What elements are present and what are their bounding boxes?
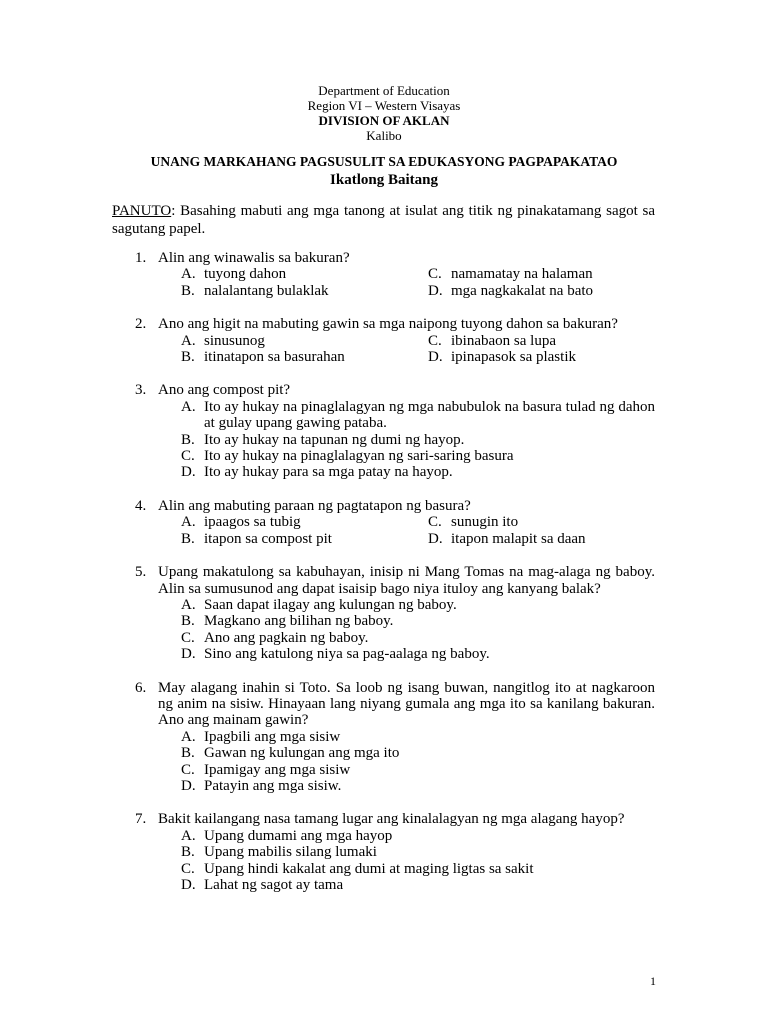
- option-letter: B.: [181, 282, 195, 299]
- exam-title: [0, 153, 768, 189]
- option-text: Ito ay hukay na pinaglalagyan ng sari-saring basura: [204, 448, 514, 465]
- question-text: Alin ang mabuting paraan ng pagtatapon ng basura?: [158, 497, 471, 514]
- answer-option: [181, 266, 428, 282]
- option-letter: D.: [181, 877, 196, 893]
- option-text: Ipamigay ang mga sisiw: [204, 761, 351, 778]
- answer-option: [181, 613, 655, 629]
- option-text: Ito ay hukay para sa mga patay na hayop.: [204, 464, 453, 481]
- instructions: [112, 202, 655, 238]
- option-text: ipinapasok sa plastik: [451, 349, 576, 366]
- answer-option: [181, 448, 655, 464]
- option-letter: B.: [181, 613, 195, 630]
- question-item: [135, 498, 655, 547]
- option-letter: D.: [428, 282, 443, 299]
- question-item: [135, 811, 655, 893]
- option-letter: D.: [428, 349, 443, 366]
- option-text: Upang mabilis silang lumaki: [204, 844, 377, 861]
- option-letter: C.: [181, 761, 195, 778]
- answer-option: [181, 464, 655, 480]
- question-number: 7.: [135, 811, 147, 828]
- question-item: [135, 680, 655, 795]
- option-text: Ipagbili ang mga sisiw: [204, 728, 341, 745]
- answer-option: [181, 778, 655, 794]
- answer-options: [181, 597, 655, 663]
- question-list: [135, 250, 655, 910]
- question-number: 4.: [135, 497, 147, 514]
- answer-options: [181, 828, 655, 894]
- option-text: Ano ang pagkain ng baboy.: [204, 629, 369, 646]
- option-letter: A.: [181, 827, 196, 844]
- option-text: Lahat ng sagot ay tama: [204, 877, 344, 893]
- department-name: Department of Education: [318, 83, 450, 98]
- option-letter: B.: [181, 431, 195, 448]
- question-text: May alagang inahin si Toto. Sa loob ng isang buwan, nangitlog ito at nagkaroon ng anim na sisiw. Hinayaan lang niyang gumala ang mga ito sa kanilang bakuran. Ano ang mainam gawin?: [158, 679, 655, 729]
- answer-option: [428, 531, 655, 547]
- answer-options: [181, 514, 655, 547]
- question-number: 3.: [135, 382, 147, 399]
- answer-option: [181, 597, 655, 613]
- option-text: Ito ay hukay na pinaglalagyan ng mga nabubulok na basura tulad ng dahon at gulay upang gawing pataba.: [204, 398, 655, 432]
- option-letter: B.: [181, 349, 195, 366]
- answer-options: [181, 333, 655, 366]
- option-letter: D.: [181, 777, 196, 794]
- question-item: [135, 316, 655, 365]
- question-text: Upang makatulong sa kabuhayan, inisip ni Mang Tomas na mag-alaga ng baboy. Alin sa sumusunod ang dapat isaisip bago niya ituloy ang kanyang balak?: [158, 564, 655, 597]
- option-text: Gawan ng kulungan ang mga ito: [204, 745, 400, 762]
- answer-option: [181, 333, 428, 349]
- question-text: Ano ang compost pit?: [158, 382, 291, 399]
- answer-option: [181, 762, 655, 778]
- answer-option: [181, 729, 655, 745]
- option-text: sinusunog: [204, 332, 265, 349]
- question-item: [135, 382, 655, 480]
- question-number: 5.: [135, 564, 147, 581]
- exam-grade-level: Ikatlong Baitang: [330, 172, 438, 188]
- option-text: Upang hindi kakalat ang dumi at maging ligtas sa sakit: [204, 860, 534, 877]
- question-number: 1.: [135, 250, 147, 266]
- option-letter: A.: [181, 266, 196, 283]
- answer-option: [181, 432, 655, 448]
- option-letter: C.: [181, 860, 195, 877]
- answer-option: [181, 399, 655, 432]
- option-letter: B.: [181, 745, 195, 762]
- exam-title-main: UNANG MARKAHANG PAGSUSULIT SA EDUKASYONG PAGPAPAKATAO: [150, 154, 618, 169]
- option-text: mga nagkakalat na bato: [451, 282, 594, 299]
- option-letter: A.: [181, 398, 196, 415]
- option-text: Magkano ang bilihan ng baboy.: [204, 613, 394, 630]
- option-text: Ito ay hukay na tapunan ng dumi ng hayop.: [204, 431, 465, 448]
- answer-option: [181, 828, 655, 844]
- instructions-label: PANUTO: [112, 203, 172, 219]
- answer-option: [181, 877, 655, 893]
- answer-option: [181, 844, 655, 860]
- instructions-text: : Basahing mabuti ang mga tanong at isulat ang titik ng pinakatamang sagot sa sagutang papel.: [112, 203, 655, 237]
- answer-option: [181, 283, 428, 299]
- option-text: itinatapon sa basurahan: [204, 349, 345, 366]
- answer-option: [181, 531, 428, 547]
- option-text: Sino ang katulong niya sa pag-aalaga ng baboy.: [204, 646, 490, 663]
- answer-options: [181, 729, 655, 795]
- option-text: itapon malapit sa daan: [451, 530, 586, 547]
- option-letter: C.: [428, 266, 442, 283]
- option-text: Patayin ang mga sisiw.: [204, 777, 342, 794]
- question-item: [135, 564, 655, 662]
- option-text: itapon sa compost pit: [204, 530, 332, 547]
- option-text: sunugin ito: [451, 514, 519, 531]
- option-text: ipaagos sa tubig: [204, 514, 301, 531]
- answer-option: [428, 349, 655, 365]
- question-text: Alin ang winawalis sa bakuran?: [158, 250, 350, 266]
- option-text: Saan dapat ilagay ang kulungan ng baboy.: [204, 596, 457, 613]
- option-letter: C.: [181, 448, 195, 465]
- answer-option: [181, 349, 428, 365]
- option-text: nalalantang bulaklak: [204, 282, 329, 299]
- option-text: namamatay na halaman: [451, 266, 593, 283]
- answer-option: [428, 514, 655, 530]
- option-letter: D.: [181, 646, 196, 663]
- option-letter: C.: [428, 514, 442, 531]
- option-text: Upang dumami ang mga hayop: [204, 827, 393, 844]
- answer-option: [181, 646, 655, 662]
- option-letter: B.: [181, 844, 195, 861]
- option-letter: B.: [181, 530, 195, 547]
- question-text: Bakit kailangang nasa tamang lugar ang kinalalagyan ng mga alagang hayop?: [158, 811, 625, 828]
- question-number: 2.: [135, 316, 147, 333]
- answer-option: [181, 745, 655, 761]
- option-letter: A.: [181, 332, 196, 349]
- answer-option: [428, 333, 655, 349]
- option-letter: C.: [181, 629, 195, 646]
- option-letter: C.: [428, 332, 442, 349]
- answer-options: [181, 399, 655, 481]
- option-letter: A.: [181, 514, 196, 531]
- option-letter: A.: [181, 728, 196, 745]
- page-number: 1: [650, 974, 656, 988]
- question-text: Ano ang higit na mabuting gawin sa mga naipong tuyong dahon sa bakuran?: [158, 316, 618, 333]
- option-letter: A.: [181, 596, 196, 613]
- answer-option: [428, 266, 655, 282]
- answer-option: [428, 283, 655, 299]
- answer-options: [181, 266, 655, 299]
- question-number: 6.: [135, 679, 147, 696]
- region-name: Region VI – Western Visayas: [307, 98, 461, 113]
- answer-option: [181, 861, 655, 877]
- question-item: [135, 250, 655, 299]
- division-name: DIVISION OF AKLAN: [318, 113, 450, 128]
- option-text: ibinabaon sa lupa: [451, 332, 556, 349]
- answer-option: [181, 630, 655, 646]
- option-text: tuyong dahon: [204, 266, 287, 283]
- document-header: [0, 83, 768, 143]
- city-name: Kalibo: [366, 128, 402, 143]
- option-letter: D.: [428, 530, 443, 547]
- answer-option: [181, 514, 428, 530]
- option-letter: D.: [181, 464, 196, 481]
